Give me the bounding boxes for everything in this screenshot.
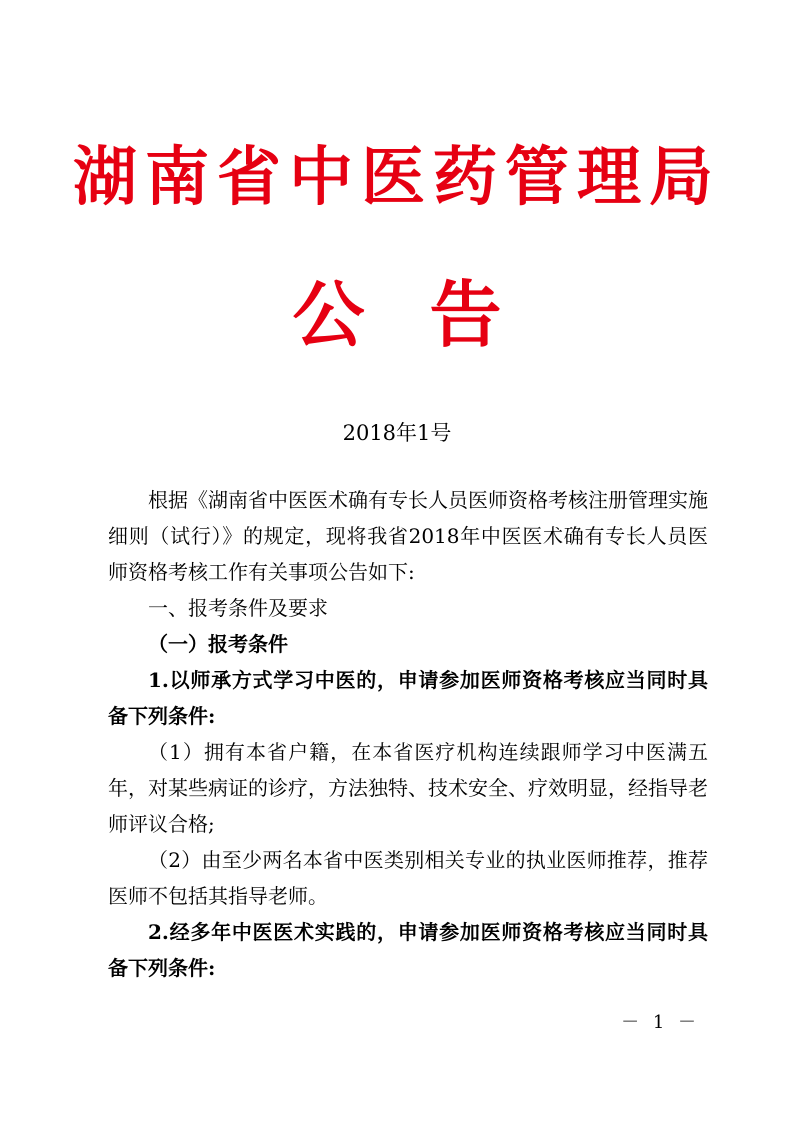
condition-paragraph-2: （2）由至少两名本省中医类别相关专业的执业医师推荐，推荐医师不包括其指导老师。	[108, 848, 708, 908]
intro-paragraph: 根据《湖南省中医医术确有专长人员医师资格考核注册管理实施细则（试行）》的规定，现将我省2018年中医医术确有专长人员医师资格考核工作有关事项公告如下:	[108, 488, 708, 584]
page-number: － 1 －	[621, 1012, 700, 1033]
subsection-heading: （一）报考条件	[148, 632, 288, 656]
item-heading-2: 2.经多年中医医术实践的，申请参加医师资格考核应当同时具备下列条件:	[108, 920, 708, 980]
item-heading-1: 1.以师承方式学习中医的，申请参加医师资格考核应当同时具备下列条件:	[108, 668, 708, 728]
document-number: 2018年1号	[342, 421, 452, 445]
agency-title: 湖南省中医药管理局	[73, 141, 721, 215]
document-body	[108, 482, 708, 986]
condition-paragraph-1: （1）拥有本省户籍，在本省医疗机构连续跟师学习中医满五年，对某些病证的诊疗，方法独特、技术安全、疗效明显，经指导老师评议合格;	[108, 740, 708, 836]
section-heading: 一、报考条件及要求	[148, 596, 328, 620]
notice-title: 公 告	[292, 273, 502, 357]
